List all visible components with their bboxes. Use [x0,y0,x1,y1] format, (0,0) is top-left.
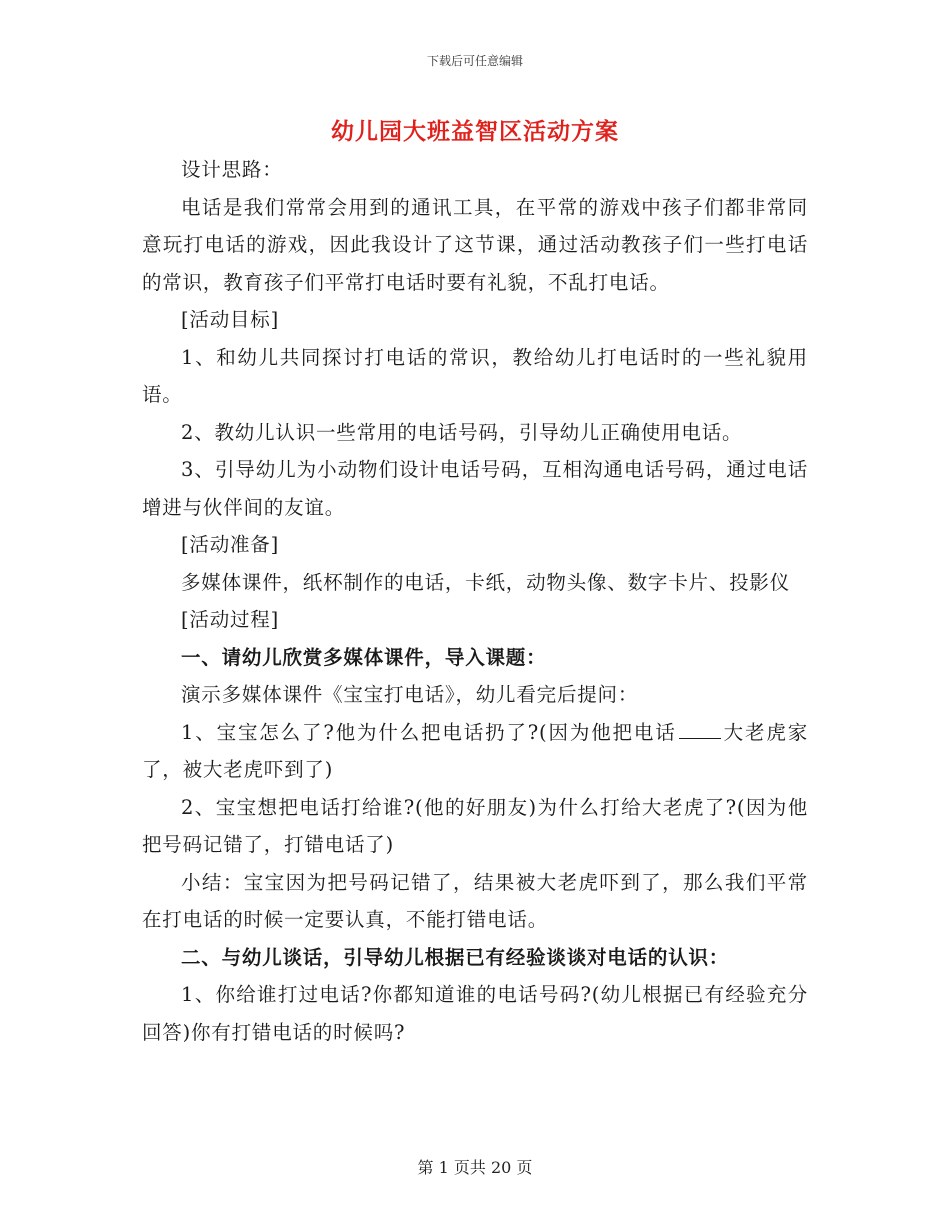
paragraph-with-blank [142,714,808,789]
paragraph: 多媒体课件，纸杯制作的电话，卡纸，动物头像、数字卡片、投影仪 [181,570,791,594]
paragraph: 设计思路： [181,158,283,181]
section-heading: [活动目标] [181,308,280,331]
document-body [142,151,808,1051]
paragraph: 3、引导幼儿为小动物们设计电话号码，互相沟通电话号码，通过电话增进与伙伴间的友谊。 [142,458,808,519]
section-heading: [活动过程] [181,608,280,631]
paragraph: 2、宝宝想把电话打给谁?(他的好朋友)为什么打给大老虎了?(因为他把号码记错了，打错电话了) [142,795,808,856]
paragraph: 小结：宝宝因为把号码记错了，结果被大老虎吓到了，那么我们平常在打电话的时候一定要认真，不能打错电话。 [142,870,808,931]
paragraph: 1、你给谁打过电话?你都知道谁的电话号码?(幼儿根据已有经验充分回答)你有打错电话的时候吗? [142,983,808,1044]
paragraph-part: 1、宝宝怎么了?他为什么把电话扔了?(因为他把电话 [181,720,677,744]
paragraph-part: 大老虎家了，被大老虎吓到了) [142,720,808,781]
header-note: 下载后可任意编辑 [426,54,523,68]
paragraph: 演示多媒体课件《宝宝打电话》，幼儿看完后提问： [181,683,639,706]
paragraph: 电话是我们常常会用到的通讯工具，在平常的游戏中孩子们都非常同意玩打电话的游戏，因此我设计了这节课，通过活动教孩子们一些打电话的常识，教育孩子们平常打电话时要有礼貌，不乱打电话。 [142,195,808,294]
document-title: 幼儿园大班益智区活动方案 [331,118,619,145]
bold-heading: 一、请幼儿欣赏多媒体课件，导入课题： [181,645,547,669]
page-number: 第 1 页共 20 页 [417,1158,533,1177]
section-heading: [活动准备] [181,533,280,556]
bold-heading: 二、与幼儿谈话，引导幼儿根据已有经验谈谈对电话的认识： [181,945,730,969]
paragraph: 2、教幼儿认识一些常用的电话号码，引导幼儿正确使用电话。 [181,420,743,444]
fill-in-blank [679,737,721,739]
paragraph: 1、和幼儿共同探讨打电话的常识，教给幼儿打电话时的一些礼貌用语。 [142,345,808,406]
